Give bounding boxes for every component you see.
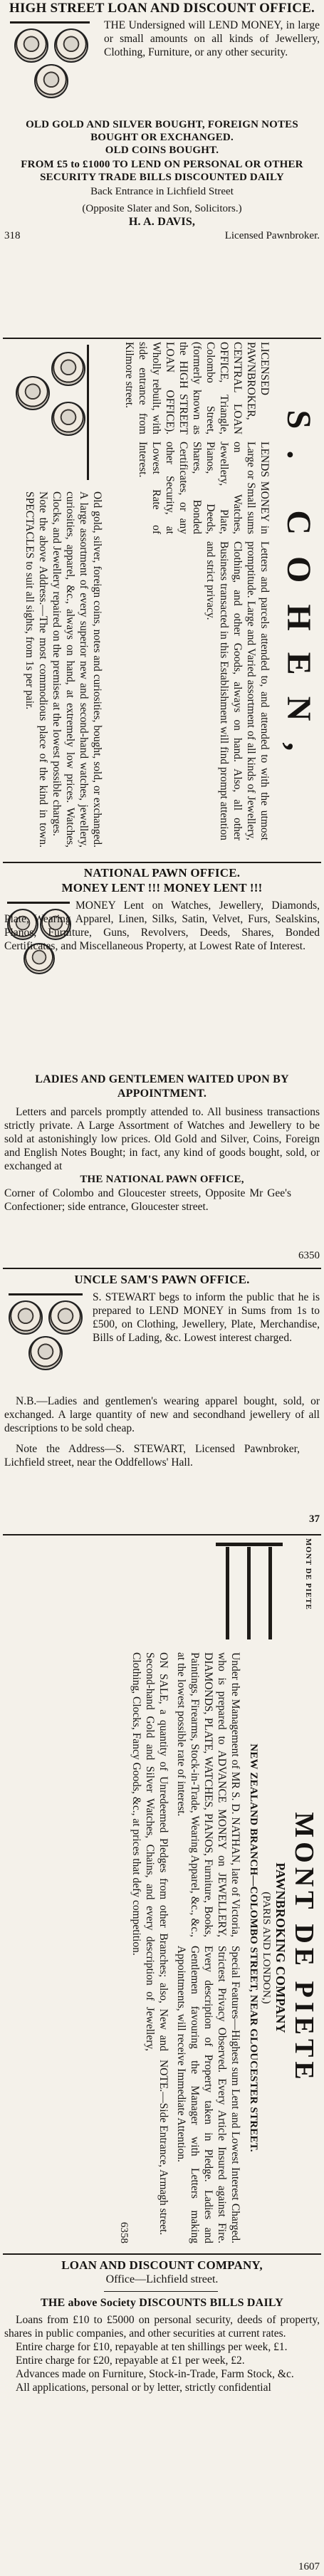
loan-discount-p3: Entire charge for £20, repayable at £1 per week, £2. [16,2355,245,2367]
cohen-col3: Letters and parcels attended to, and attended to with the utmost promptitude. Large and Varied assortment of all kinds of Jewellery, Clothing, and other Goods, always on hand. Also, all other Business transacted in this Establishment will find prompt attention and strict privacy. [204,541,271,840]
cohen-col5: Note the above Address.—The most commodious place of the kind in town. SPECTACLES to suit all sights, from 1s per pair. [23,491,49,848]
cohen-col2: LENDS MONEY in Large or Small sums on Watches, Jewellery, Plate, Pianos, Deeds, Shares, Bonded Certificates, or any other Security, at Lowest Rate of Interest. [137,442,271,534]
mont-name: MONT DE PIETE [289,1812,319,2084]
national-number: 6350 [298,1250,320,1261]
high-street-line2: OLD COINS BOUGHT. [105,145,219,156]
loan-discount-headline: THE above Society DISCOUNTS BILLS DAILY [40,2297,284,2309]
uncle-sam-number: 37 [309,1513,320,1525]
loan-discount-p5: All applications, personal or by letter, strictly confidential [16,2382,271,2394]
loan-discount-office: Office—Lichfield street. [105,2273,219,2285]
high-street-title: HIGH STREET LOAN AND DISCOUNT OFFICE. [9,1,315,16]
high-street-name: H. A. DAVIS, [128,216,196,228]
cohen-col4: Old gold, silver, foreign coins, notes and curiosities, bought, sold, or exchanged. A large assortment of every superior new and second-hand watches, jewellery, curiosities, apparel, &c., always on hand, at extremely low prices. Watches, Clocks, and Jewellery repaired on the premises at the lowest possible charges. [51,491,103,848]
uncle-sam-note: Note the Address—S. STEWART, Licensed Pawnbroker, Lichfield street, near the Oddfellows' Hall. [4,1443,300,1469]
loan-discount-p1: Loans from £10 to £5000 on personal security, deeds of property, shares in public companies, and other securities at current rates. [4,2314,320,2340]
mont-number: 6358 [118,2222,130,2243]
divider [3,1534,321,1535]
national-para2: Letters and parcels promptly attended to. All business transactions strictly private. A Large Assortment of Watches and Jewellery to be sold at astonishingly low prices. Old Gold and Silver, Coins, Foreign and English Notes Bought; in fact, any kind of goods bought, sold, or exchanged at [4,1106,320,1172]
national-ad [4,866,320,1262]
mont-corner-text: MONT DE PIETE [304,1538,313,1610]
high-street-line5: (Opposite Slater and Son, Solicitors.) [82,203,242,214]
uncle-sam-title: UNCLE SAM'S PAWN OFFICE. [74,1273,250,1286]
high-street-role: Licensed Pawnbroker. [224,230,320,241]
divider [3,1268,321,1269]
high-street-line1: OLD GOLD AND SILVER BOUGHT, FOREIGN NOTES BOUGHT OR EXCHANGED. [26,119,298,143]
national-body: MONEY Lent on Watches, Jewellery, Diamonds, Plate, Wearing Apparel, Linen, Silks, Satin, Velvet, Furs, Sealskins, Pianos, Furniture, Guns, Revolvers, Deeds, Shares, Bonded Certificates, and Miscellaneous Property, at Lowest Rate of Interest. [4,899,320,952]
high-street-line4: Back Entrance in Lichfield Street [90,186,234,197]
uncle-sam-nb: N.B.—Ladies and gentlemen's wearing apparel bought, sold, or exchanged. A large quantity of new and secondhand jewellery of all descriptions to be sold cheap. [4,1395,320,1434]
mont-col3: ON SALE, a quantity of Unredeemed Pledges from other Branches; also, New and Second-hand Gold and Silver Watches, Chains, and every description of Jewellery, Clothing, Clocks, Fancy Goods, &c., at prices that defy competition. [130,1652,169,2051]
mont-ad [4,1538,320,2248]
high-street-body: THE Undersigned will LEND MONEY, in large or small amounts on all kinds of Jewellery, Clothing, Furniture, or any other security. [104,19,320,58]
loan-discount-p2: Entire charge for £10, repayable at ten shillings per week, £1. [16,2341,288,2353]
divider [3,338,321,339]
pawnbroker-balls-icon [4,21,97,100]
pawnbroker-balls-icon [213,1538,284,1645]
mont-place: (PARIS AND LONDON,) [261,1892,272,2004]
divider [3,2253,321,2255]
mont-col1: Under the Management of MR S. D. NATHAN, late of Victoria, who is prepared to ADVANCE MONEY on JEWELLERY, DIAMONDS, PLATE, WATCHES, PIANOS, Furniture, Books, Paintings, Firearms, Stock-in-Trade, Wearing Apparel, &c., &c., at the lowest possible rate of interest. [175,1652,241,1937]
cohen-ad [4,342,320,855]
national-waited: LADIES AND GENTLEMEN WAITED UPON BY APPOINTMENT. [35,1073,289,1100]
high-street-line3: FROM £5 to £1000 TO LEND ON PERSONAL OR OTHER SECURITY TRADE BILLS DISCOUNTED DAILY [21,159,303,183]
cohen-name: S. COHEN, [280,410,318,773]
cohen-col1: LICENSED PAWNBROKER, CENTRAL LOAN OFFICE, Triangle, Colombo Street, (formerly known as the HIGH STREET LOAN OFFICE). Wholly rebuilt, with side entrance from Kilmore street. [123,342,271,434]
high-street-number: 318 [4,230,21,241]
mont-company: PAWNBROKING COMPANY [273,1862,288,2033]
divider [3,862,321,863]
national-title: NATIONAL PAWN OFFICE. [83,866,241,880]
high-street-ad [4,1,320,336]
uncle-sam-ad [4,1272,320,1528]
pawnbroker-balls-icon [4,1293,87,1372]
mont-corner-emblem [213,1538,320,1645]
mont-col4: NOTE.—Side Entrance, Armagh street. [157,2060,169,2236]
loan-discount-title: LOAN AND DISCOUNT COMPANY, [61,2258,263,2272]
pawnbroker-balls-icon [10,345,95,487]
loan-discount-number: 1607 [298,2561,320,2572]
national-address: Corner of Colombo and Gloucester streets, Opposite Mr Gee's Confectioner; side entrance, Gloucester street. [4,1187,291,1213]
national-office: THE NATIONAL PAWN OFFICE, [80,1174,244,1185]
mont-col2: Special Features—Highest sum Lent and Lowest Interest Charged. Strictest Privacy Observed. Every Article Insured against Fire. Every description of Property taken in Pledge. Ladies and Gentlemen favouring the Manager with Letters making Appointments, will receive Immediate Attention. [175,1946,241,2243]
loan-discount-p4: Advances made on Furniture, Stock-in-Trade, Farm Stock, &c. [16,2368,294,2380]
uncle-sam-body: S. STEWART begs to inform the public that he is prepared to LEND MONEY in Sums from 1s to £500, on Clothing, Jewellery, Plate, Merchandise, Bills of Lading, &c. Lowest interest charged. [93,1291,320,1344]
national-subtitle: MONEY LENT !!! MONEY LENT !!! [61,881,263,895]
mont-street: NEW ZEALAND BRANCH—COLOMBO STREET, NEAR GLOUCESTER STREET. [248,1743,259,2152]
loan-discount-ad [4,2258,320,2575]
